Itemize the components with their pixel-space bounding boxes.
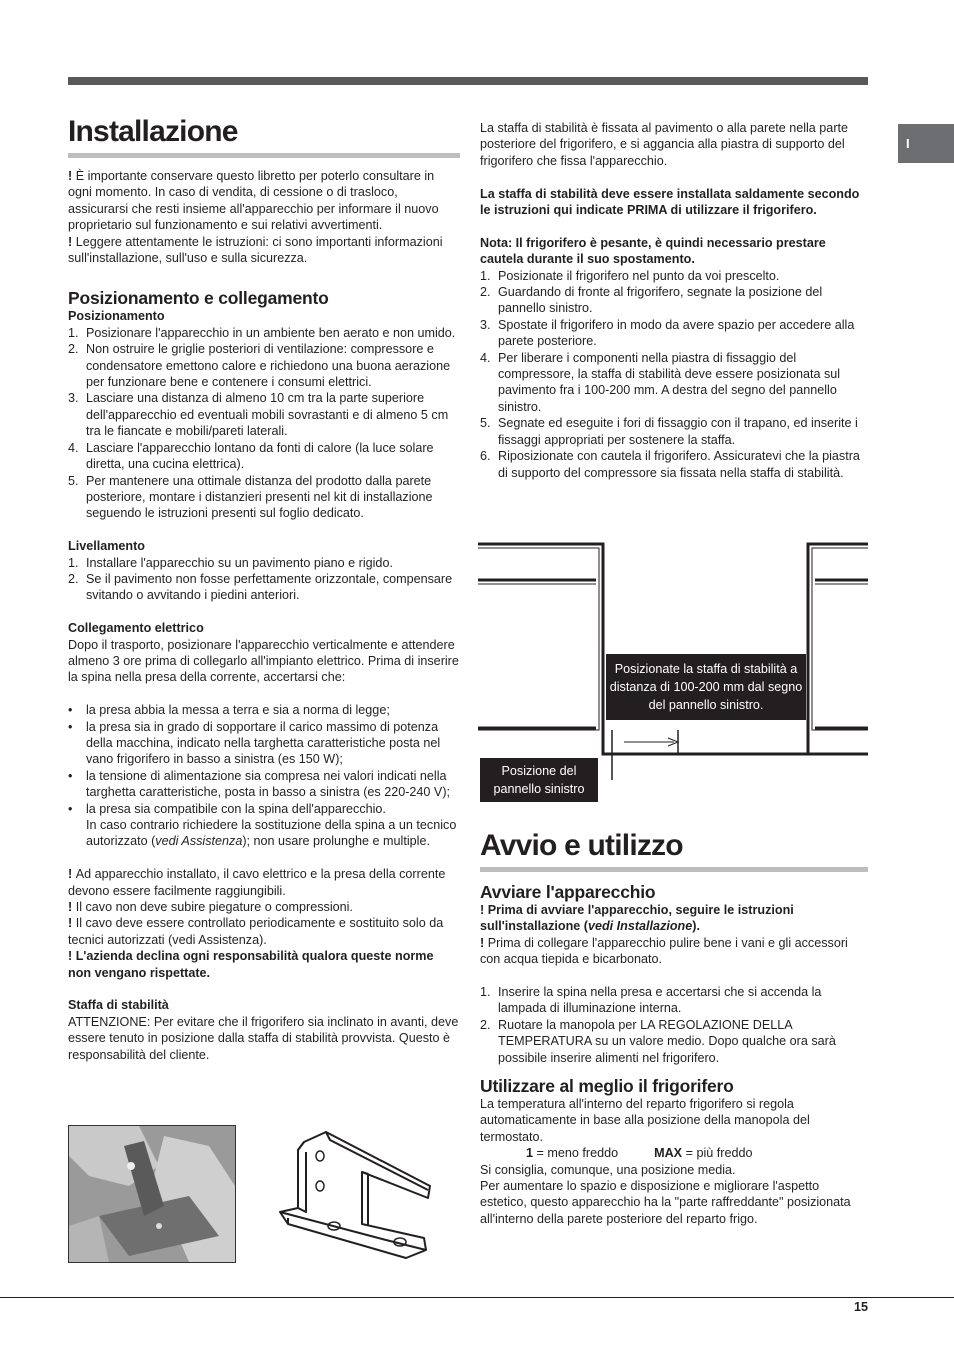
stability-intro: La staffa di stabilità è fissata al pavimento o alla parete nella parte posteriore del frigorifero, e si aggancia alla piastra di supporto del frigorifero che fissa l'apparecchio. <box>480 121 849 168</box>
stability-bold-instruction: La staffa di stabilità deve essere installata saldamente secondo le istruzioni qui indicate PRIMA di utilizzare il frigorifero. <box>480 186 860 218</box>
leveling-list <box>68 555 460 604</box>
list-item: 2. Guardando di fronte al frigorifero, segnate la posizione del pannello sinistro. <box>480 285 823 316</box>
electrical-checklist <box>68 702 460 850</box>
startup-title: Avvio e utilizzo <box>480 828 683 862</box>
list-item: 1. Installare l'apparecchio su un pavimento piano e rigido. <box>68 555 393 570</box>
intro-paragraph-1: ! È importante conservare questo libretto per poterlo consultare in ogni momento. In caso di vendita, di cessione o di trasloco, assicurarsi che resti insieme all'apparecchio per informare il nuovo proprietario sul funzionamento e sui relativi avvertimenti. <box>68 169 439 233</box>
best-use-text-1: La temperatura all'interno del reparto frigorifero si regola automaticamente in base alla posizione della manopola del termostato. <box>480 1096 810 1144</box>
start-bold-instruction: ! Prima di avviare l'apparecchio, seguire le istruzioni sull'installazione (vedi Installazione). <box>480 902 794 934</box>
list-item: 1. Posizionare l'apparecchio in un ambiente ben aerato e non umido. <box>68 325 456 340</box>
electrical-heading: Collegamento elettrico <box>68 621 204 636</box>
list-item: 3. Spostate il frigorifero in modo da avere spazio per accedere alla parete posteriore. <box>480 317 855 349</box>
warning-2: ! Il cavo non deve subire piegature o compressioni. <box>68 900 353 914</box>
warning-3: ! Il cavo deve essere controllato periodicamente e sostituito solo da tecnici autorizzati (vedi Assistenza). <box>68 916 444 947</box>
weight-note: Nota: Il frigorifero è pesante, è quindi necessario prestare cautela durante il suo spostamento. <box>480 235 826 267</box>
list-item: 6. Riposizionate con cautela il frigorifero. Assicuratevi che la piastra di supporto del compressore sia fissata nella staffa di stabilità. <box>480 449 860 480</box>
positioning-list <box>68 325 460 522</box>
list-item: 5. Per mantenere una ottimale distanza del prodotto dalla parete posteriore, montare i distanzieri presenti nel kit di installazione seguendo le istruzioni presenti sul foglio dedicato. <box>68 473 433 521</box>
installation-title: Installazione <box>68 115 238 148</box>
list-item: • la presa sia in grado di sopportare il carico massimo di potenza della macchina, indicato nella targhetta caratteristiche posta nel vano frigorifero in basso a sinistra (es 150 W); <box>68 719 441 767</box>
best-use-text-2: Si consiglia, comunque, una posizione media. <box>480 1162 736 1177</box>
stability-steps <box>480 268 868 481</box>
list-item: 1. Inserire la spina nella presa e accertarsi che si accenda la lampada di illuminazione interna. <box>480 984 822 1016</box>
list-item: 4. Lasciare l'apparecchio lontano da fonti di calore (la luce solare diretta, una cucina elettrica). <box>68 440 434 472</box>
list-item: 3. Lasciare una distanza di almeno 10 cm tra la parte superiore dell'apparecchio ed eventuali mobili sovrastanti e di almeno 5 cm tra le fiancate e mobili/pareti laterali. <box>68 391 449 439</box>
stability-heading: Staffa di stabilità <box>68 998 169 1013</box>
electrical-intro: Dopo il trasporto, posizionare l'apparecchio verticalmente e attendere almeno 3 ore prima di collegarlo all'impianto elettrico. Prima di inserire la spina nella presa della corrente, accertarsi che: <box>68 637 459 685</box>
best-use-text-3: Per aumentare lo spazio e disposizione e migliorare l'aspetto estetico, questo apparecchio ha la "parte raffreddante" posizionata all'interno della parete posteriore del reparto frigo. <box>480 1178 851 1226</box>
thermostat-scale: 1 = meno freddo MAX = più freddo <box>526 1146 753 1161</box>
list-item: 4. Per liberare i componenti nella piastra di fissaggio del compressore, la staffa di stabilità deve essere posizionata sul pavimento fra i 100-200 mm. A destra del segno del pannello sinistro. <box>480 350 841 414</box>
language-tab <box>898 124 954 163</box>
language-letter: I <box>906 136 910 151</box>
bracket-drawing <box>276 1128 436 1263</box>
start-heading: Avviare l'apparecchio <box>480 881 656 902</box>
intro-paragraph-2: ! Leggere attentamente le istruzioni: ci sono importanti informazioni sull'installazione, sull'uso e sulla sicurezza. <box>68 234 443 266</box>
section-title-positioning: Posizionamento e collegamento <box>68 288 329 309</box>
disclaimer: ! L'azienda declina ogni responsabilità qualora queste norme non vengano rispettate. <box>68 949 434 980</box>
left-column <box>68 112 460 1063</box>
bracket-position-diagram <box>478 540 868 810</box>
list-item: • la presa abbia la messa a terra e sia a norma di legge; <box>68 703 390 718</box>
warning-1: ! Ad apparecchio installato, il cavo elettrico e la presa della corrente devono essere facilmente raggiungibili. <box>68 867 446 898</box>
footer-rule <box>0 1297 954 1298</box>
list-item: 2. Se il pavimento non fosse perfettamente orizzontale, compensare svitando o avvitando i piedini anteriori. <box>68 571 453 603</box>
page-number: 15 <box>853 1300 868 1314</box>
list-item: 2. Ruotare la manopola per LA REGOLAZIONE DELLA TEMPERATURA su un valore medio. Dopo qualche ora sarà possibile inserire alimenti nel frigorifero. <box>480 1017 836 1065</box>
bracket-photo <box>68 1125 236 1263</box>
list-item: • la presa sia compatibile con la spina dell'apparecchio. In caso contrario richiedere la sostituzione della spina a un tecnico autorizzato (vedi Assistenza); non usare prolunghe e multiple. <box>68 801 457 849</box>
best-use-heading: Utilizzare al meglio il frigorifero <box>480 1075 734 1096</box>
clean-instruction: ! Prima di collegare l'apparecchio pulire bene i vani e gli accessori con acqua tiepida e bicarbonato. <box>480 935 848 967</box>
list-item: 5. Segnate ed eseguite i fori di fissaggio con il trapano, ed inserite i fissaggi appropriati per sostenere la staffa. <box>480 416 858 447</box>
list-item: 2. Non ostruire le griglie posteriori di ventilazione: compressore e condensatore emettono calore e richiedono una buona aerazione per funzionare bene e contenere i consumi elettrici. <box>68 342 451 390</box>
header-bar <box>68 77 868 85</box>
leveling-heading: Livellamento <box>68 539 145 554</box>
stability-warning: ATTENZIONE: Per evitare che il frigorifero sia inclinato in avanti, deve essere tenuto in posizione dalla staffa di stabilità provvista. Questo è responsabilità del cliente. <box>68 1014 459 1062</box>
positioning-heading: Posizionamento <box>68 309 165 324</box>
left-panel-label: Posizione del pannello sinistro <box>480 758 598 802</box>
list-item: 1. Posizionate il frigorifero nel punto da voi prescelto. <box>480 268 780 283</box>
start-steps <box>480 984 868 1066</box>
title-rule <box>480 867 868 872</box>
list-item: • la tensione di alimentazione sia compresa nei valori indicati nella targhetta caratteristiche, posta in basso a sinistra (es 220-240 V); <box>68 768 451 800</box>
bracket-distance-label: Posizionate la staffa di stabilità a distanza di 100-200 mm dal segno del pannello sinistro. <box>606 654 806 720</box>
title-rule <box>68 153 460 158</box>
